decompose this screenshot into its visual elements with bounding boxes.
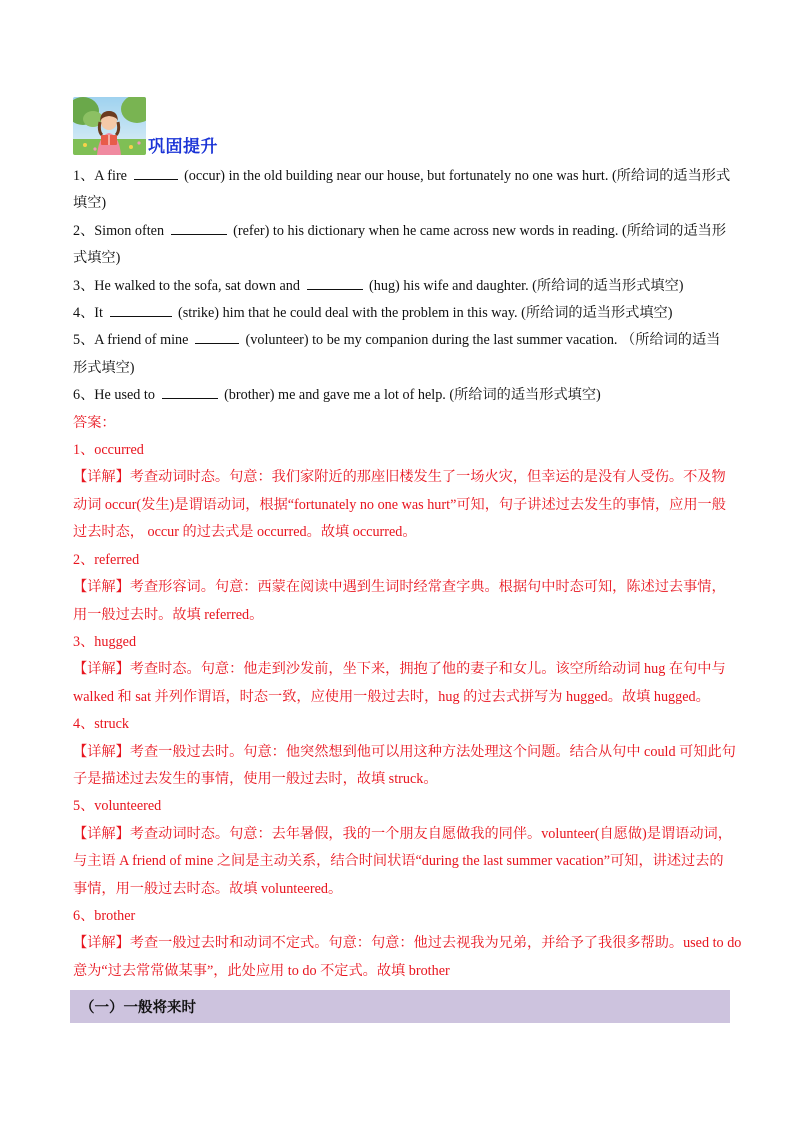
question-text: 2、Simon often [73,222,168,239]
question-item [73,163,729,218]
next-section-bar [70,990,730,1023]
question-line [73,327,729,354]
answer-key: 4、struck [73,716,129,733]
question-text: 1、A fire [73,168,131,184]
question-text: 3、He walked to the sofa, sat down and [73,277,304,294]
answer-explanation-line: 【详解】考查一般过去时和动词不定式。句意：句意：他过去视我为兄弟，并给予了我很多帮助。used to do [73,935,742,952]
question-text: 4、It [73,305,107,322]
answer-explanation-line: 子是描述过去发生的事情，使用一般过去时，故填 struck。 [73,770,438,787]
answer-key: 3、hugged [73,633,137,650]
answer-explanation-line: 事情，用一般过去时态。故填 volunteered。 [73,880,343,897]
answer-explanation-line: 【详解】考查一般过去时。句意：他突然想到他可以用这种方法处理这个问题。结合从句中 could 可知此句 [73,743,736,760]
answer-explanation-line: 过去时态， occur 的过去式是 occurred。故填 occurred。 [73,524,417,541]
next-section-title: （一）一般将来时 [80,1000,196,1016]
answer-key: 2、referred [73,551,140,568]
question-text: 形式填空) [73,359,135,376]
question-list [73,163,729,410]
answer-key: 6、brother [73,907,136,924]
question-line [73,382,729,409]
answer-explanation-line: 【详解】考查形容词。句意：西蒙在阅读中遇到生词时经常查字典。根据句中时态可知，陈述过去事情， [73,579,726,596]
answer-explanation-line: 【详解】考查时态。句意：他走到沙发前，坐下来，拥抱了他的妻子和女儿。该空所给动词 hug 在句中与 [73,661,726,678]
answer-item [73,711,736,793]
question-text: (volunteer) to be my companion during the last summer vacation. （所给词的适当 [242,332,721,349]
answer-item [73,903,742,985]
question-text: 式填空) [73,250,121,267]
answer-explanation-line: 动词 occur(发生)是谓语动词，根据“fortunately no one was hurt”可知，句子讲述过去发生的事情，应用一般 [73,496,726,513]
question-text: (brother) me and gave me a lot of help. (所给词的适当形式填空) [220,387,601,404]
question-line [73,245,729,272]
answer-blank[interactable] [134,165,178,180]
question-line [73,355,729,382]
answer-blank[interactable] [110,302,172,317]
question-line [73,273,729,300]
question-line [73,190,729,217]
section-title: 巩固提升 [148,137,218,157]
answer-blank[interactable] [162,384,218,399]
answer-list [73,437,742,985]
answer-blank[interactable] [195,329,239,344]
answer-explanation-line: walked 和 sat 并列作谓语，时态一致，应使用一般过去时，hug 的过去式拼写为 hugged。故填 hugged。 [73,688,710,705]
answer-explanation-line: 意为“过去常常做某事”，此处应用 to do 不定式。故填 brother [73,962,450,979]
question-line [73,218,729,245]
answer-item [73,437,729,547]
question-text: 5、A friend of mine [73,332,192,349]
question-item [73,273,729,300]
answer-item [73,793,732,903]
question-item [73,218,729,273]
answers-label: 答案： [73,414,116,431]
question-item [73,300,729,327]
answer-item [73,547,729,629]
answer-item [73,629,729,711]
question-text: 填空) [73,195,107,212]
question-text: (hug) his wife and daughter. (所给词的适当形式填空) [365,277,684,294]
answer-explanation-line: 用一般过去时。故填 referred。 [73,606,264,623]
question-text: 6、He used to [73,387,159,404]
question-text: (refer) to his dictionary when he came across new words in reading. (所给词的适当形 [229,222,727,239]
question-item [73,327,729,382]
question-text: (strike) him that he could deal with the problem in this way. (所给词的适当形式填空) [174,305,673,322]
reading-girl-illustration [73,97,146,155]
question-text: (occur) in the old building near our house, but fortunately no one was hurt. (所给词的适当形式 [180,168,731,184]
answer-explanation-line: 与主语 A friend of mine 之间是主动关系，结合时间状语“during the last summer vacation”可知，讲述过去的 [73,853,724,870]
question-line [73,163,729,190]
answer-key: 5、volunteered [73,798,162,815]
question-line [73,300,729,327]
answer-blank[interactable] [171,220,227,235]
answer-explanation-line: 【详解】考查动词时态。句意：去年暑假，我的一个朋友自愿做我的同伴。volunteer(自愿做)是谓语动词， [73,825,732,842]
answer-key: 1、occurred [73,442,144,459]
document-body [73,163,742,985]
answer-explanation-line: 【详解】考查动词时态。句意：我们家附近的那座旧楼发生了一场火灾，但幸运的是没有人受伤。不及物 [73,469,726,486]
answer-blank[interactable] [307,275,363,290]
question-item [73,382,729,409]
